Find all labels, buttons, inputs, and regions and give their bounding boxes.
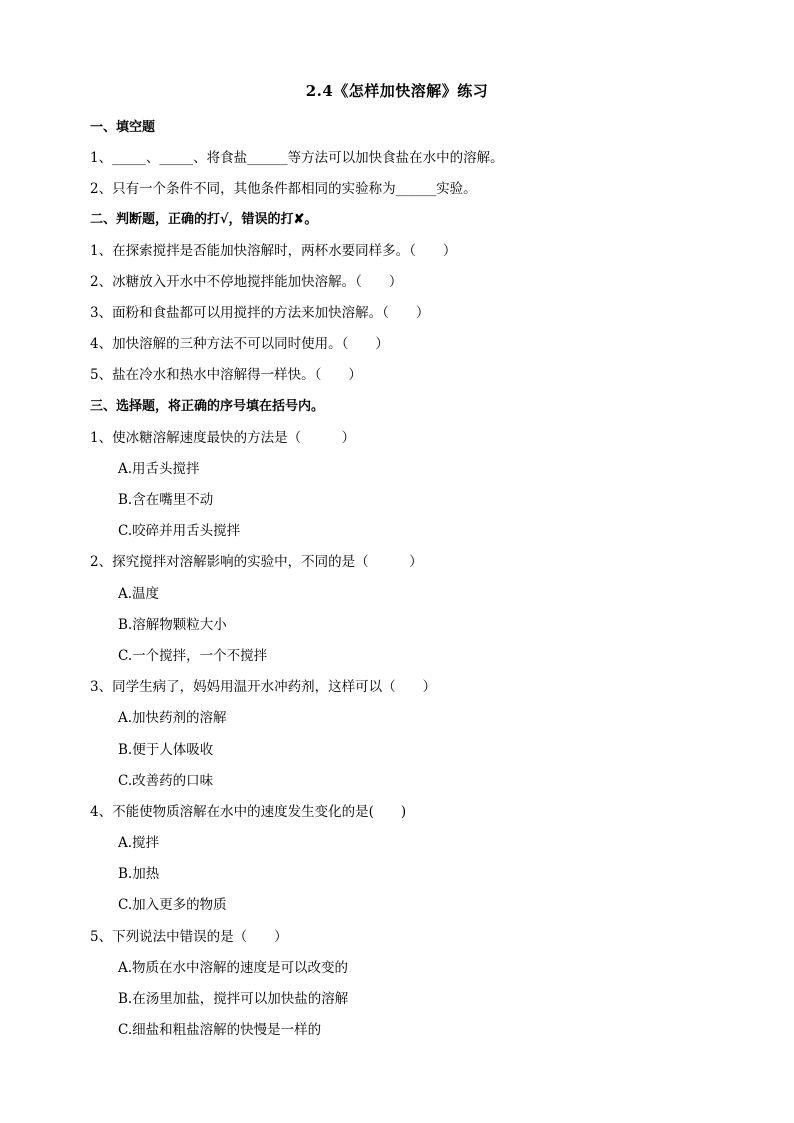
section-heading-judge: 二、判断题，正确的打√，错误的打✘。 [90,212,318,227]
section-heading-choice: 三、选择题，将正确的序号填在括号内。 [90,399,325,414]
choice-1-option-c: C.咬碎并用舌头搅拌 [118,523,241,539]
choice-question-1: 1、使冰糖溶解速度最快的方法是（ ） [90,430,356,446]
judge-question-3: 3、面粉和食盐都可以用搅拌的方法来加快溶解。（ ） [90,305,430,321]
choice-question-3: 3、同学生病了，妈妈用温开水冲药剂，这样可以（ ） [90,679,437,695]
choice-2-option-a: A.温度 [118,586,160,602]
choice-4-option-c: C.加入更多的物质 [118,897,227,913]
choice-3-option-b: B.便于人体吸收 [118,742,214,758]
choice-4-option-b: B.加热 [118,866,160,882]
judge-question-2: 2、冰糖放入开水中不停地搅拌能加快溶解。（ ） [90,274,403,290]
section-heading-fill: 一、填空题 [90,120,156,135]
choice-question-4: 4、不能使物质溶解在水中的速度发生变化的是( ) [90,804,407,820]
fill-question-1: 1、_____、_____、将食盐______等方法可以加快食盐在水中的溶解。 [90,150,504,166]
fill-question-2: 2、只有一个条件不同，其他条件都相同的实验称为______实验。 [90,181,477,197]
choice-2-option-c: C.一个搅拌，一个不搅拌 [118,648,268,664]
choice-5-option-a: A.物质在水中溶解的速度是可以改变的 [118,960,349,976]
choice-question-5: 5、下列说法中错误的是（ ） [90,929,288,945]
choice-5-option-b: B.在汤里加盐，搅拌可以加快盐的溶解 [118,991,349,1007]
choice-5-option-c: C.细盐和粗盐溶解的快慢是一样的 [118,1022,322,1038]
choice-1-option-b: B.含在嘴里不动 [118,492,214,508]
choice-3-option-c: C.改善药的口味 [118,773,214,789]
choice-1-option-a: A.用舌头搅拌 [118,461,200,477]
judge-question-1: 1、在探索搅拌是否能加快溶解时，两杯水要同样多。（ ） [90,243,457,259]
judge-question-4: 4、加快溶解的三种方法不可以同时使用。（ ） [90,336,389,352]
page-title: 2.4《怎样加快溶解》练习 [305,82,489,100]
choice-4-option-a: A.搅拌 [118,835,160,851]
judge-question-5: 5、盐在冷水和热水中溶解得一样快。（ ） [90,367,362,383]
choice-3-option-a: A.加快药剂的溶解 [118,710,227,726]
choice-2-option-b: B.溶解物颗粒大小 [118,617,227,633]
choice-question-2: 2、探究搅拌对溶解影响的实验中，不同的是（ ） [90,554,423,570]
